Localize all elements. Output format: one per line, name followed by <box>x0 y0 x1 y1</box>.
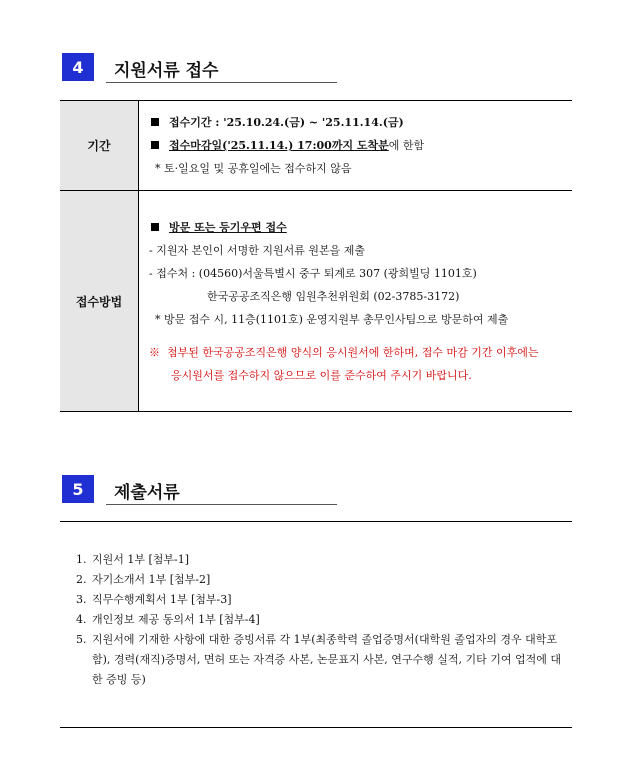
notice-text-1: 첨부된 한국공공조직은행 양식의 응시원서에 한하며, 접수 마감 기간 이후에는 <box>167 345 539 359</box>
notice-line-2: 응시원서를 접수하지 않으므로 이를 준수하여 주시기 바랍니다. <box>171 368 472 382</box>
period-line-2 <box>149 134 572 157</box>
notice-mark: ※ <box>149 345 160 359</box>
notice-block <box>149 341 572 387</box>
section-number-badge: 5 <box>62 475 94 503</box>
method-heading-line <box>149 216 572 239</box>
section-title: 지원서류 접수 <box>114 61 219 81</box>
period-line-1 <box>149 111 572 134</box>
section-title: 제출서류 <box>114 483 180 503</box>
application-info-table <box>60 100 572 412</box>
square-bullet-icon <box>151 118 159 126</box>
method-label: 접수방법 <box>60 191 139 412</box>
list-item: 4. 개인정보 제공 동의서 1부 [첨부-4] <box>90 610 570 630</box>
period-label: 기간 <box>60 101 139 191</box>
section-4-header <box>62 53 337 83</box>
square-bullet-icon <box>151 141 159 149</box>
method-heading: 방문 또는 등기우편 접수 <box>169 220 287 234</box>
list-item: 1. 지원서 1부 [첨부-1] <box>90 550 570 570</box>
period-dates: 접수기간 : '25.10.24.(금) ~ '25.11.14.(금) <box>169 116 404 129</box>
section-5-bottom-rule <box>60 727 572 728</box>
section-5-top-rule <box>60 521 572 522</box>
square-bullet-icon <box>151 223 159 231</box>
method-line-1: - 지원자 본인이 서명한 지원서류 원본을 제출 <box>149 243 365 257</box>
list-item: 5. 지원서에 기재한 사항에 대한 증빙서류 각 1부(최종학력 졸업증명서(대학원 졸업자의 경우 대학포함), 경력(재직)증명서, 면허 또는 자격증 사본, 논문표지 사본, 연구수행 실적, 기타 기여 업적에 대한 증빙 등) <box>90 630 570 690</box>
section-underline <box>106 504 337 505</box>
deadline-text: 접수마감일('25.11.14.) 17:00까지 도착분 <box>169 139 389 152</box>
period-content <box>139 101 573 191</box>
required-documents-list <box>60 550 570 690</box>
section-5-header <box>62 475 337 505</box>
section-underline <box>106 82 337 83</box>
method-line-4: * 방문 접수 시, 11층(1101호) 운영지원부 총무인사팀으로 방문하여 제출 <box>155 312 509 326</box>
period-row <box>60 101 572 191</box>
list-item: 3. 직무수행계획서 1부 [첨부-3] <box>90 590 570 610</box>
method-line-2: - 접수처 : (04560)서울특별시 중구 퇴계로 307 (광희빌딩 1101호) <box>149 266 477 280</box>
deadline-suffix: 에 한함 <box>388 139 425 152</box>
notice-line-1 <box>149 341 572 364</box>
section-number-badge: 4 <box>62 53 94 81</box>
method-line-3: 한국공공조직은행 임원추천위원회 (02-3785-3172) <box>207 289 460 303</box>
method-row <box>60 191 572 412</box>
period-note: * 토·일요일 및 공휴일에는 접수하지 않음 <box>155 162 352 175</box>
method-content <box>139 191 573 412</box>
list-item: 2. 자기소개서 1부 [첨부-2] <box>90 570 570 590</box>
